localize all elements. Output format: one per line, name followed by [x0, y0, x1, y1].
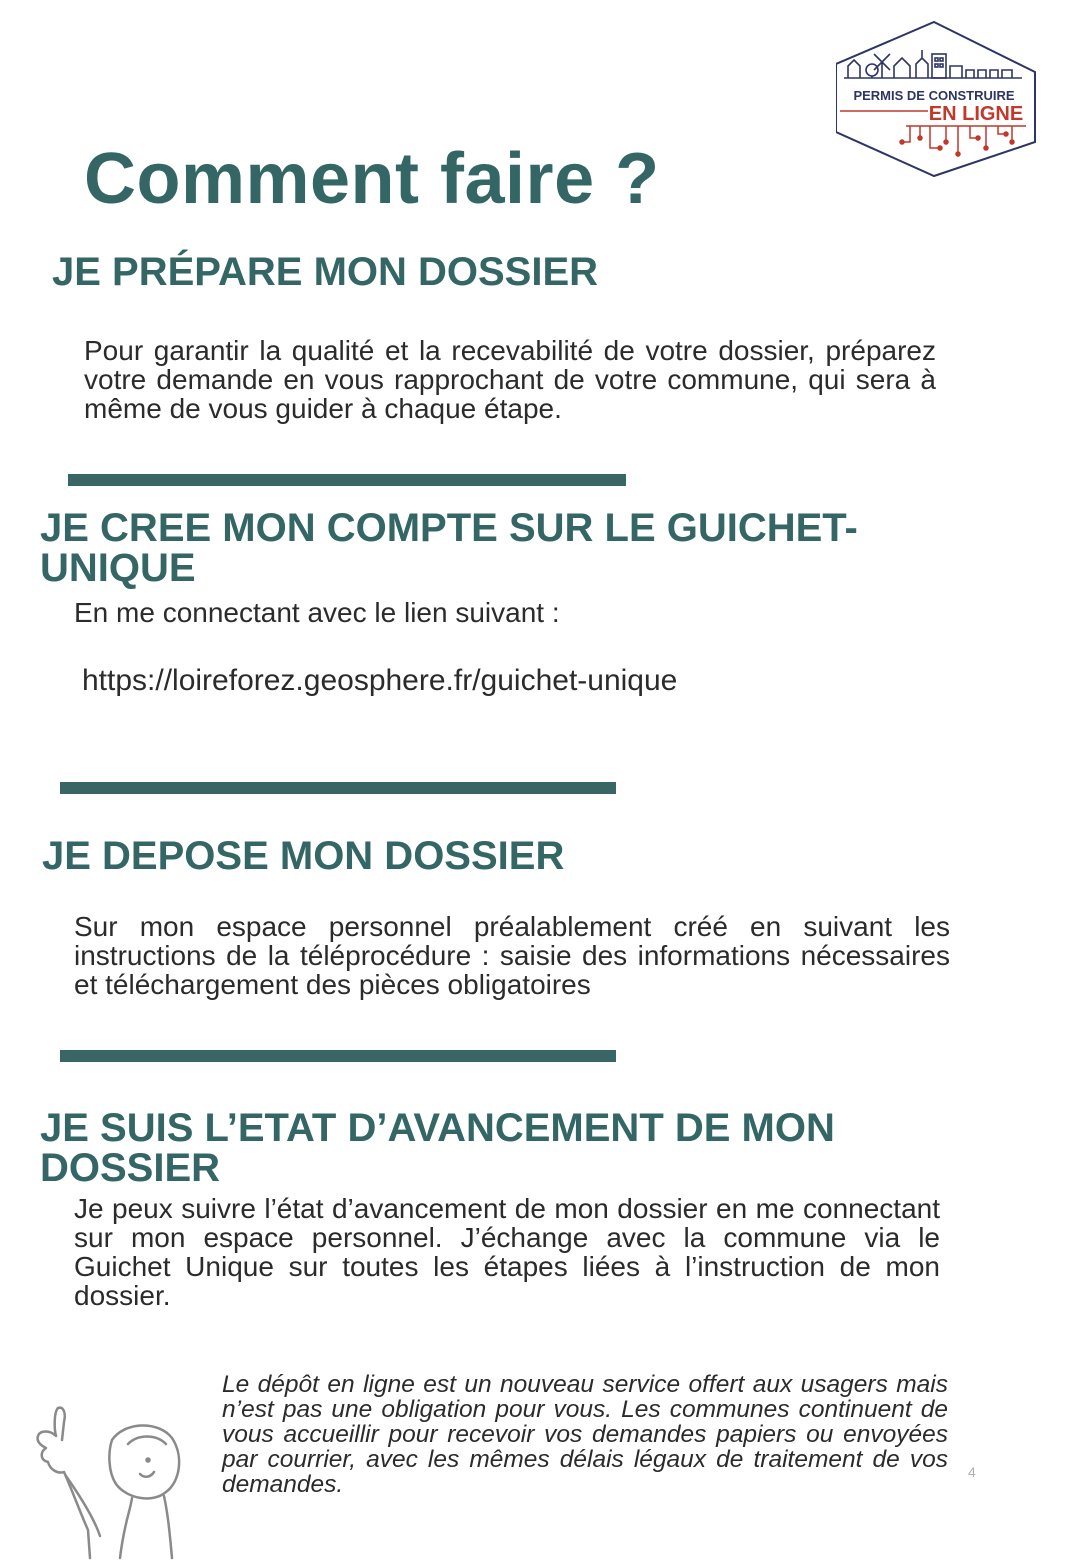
section-heading-deposit: JE DEPOSE MON DOSSIER	[42, 834, 565, 878]
heading-line: JE SUIS L’ETAT D’AVANCEMENT DE MON	[40, 1106, 835, 1150]
divider	[60, 1050, 616, 1062]
section-text-tracking: Je peux suivre l’état d’avancement de mon dossier en me connectant sur mon espace personnel. J’échange avec la commune via le Guichet Unique sur toutes les étapes liées à l’instruction de mon dossier.	[74, 1193, 940, 1311]
section-text-account: En me connectant avec le lien suivant :	[74, 597, 560, 628]
section-text-deposit: Sur mon espace personnel préalablement créé en suivant les instructions de la téléprocédure : saisie des informations nécessaires et téléchargement des pièces obligatoires	[74, 911, 950, 1000]
permis-logo	[836, 20, 1040, 178]
section-heading-prepare: JE PRÉPARE MON DOSSIER	[52, 250, 599, 294]
page-title: Comment faire ?	[84, 139, 660, 219]
pointing-person-icon	[28, 1400, 198, 1560]
divider	[68, 474, 626, 486]
logo-line2: EN LIGNE	[928, 103, 1024, 125]
heading-line: DOSSIER	[40, 1146, 221, 1190]
heading-line: JE CREE MON COMPTE SUR LE GUICHET-	[40, 506, 858, 550]
section-text-prepare: Pour garantir la qualité et la recevabilité de votre dossier, préparez votre demande en vous rapprochant de votre commune, qui sera à même de vous guider à chaque étape.	[84, 335, 936, 424]
heading-line: UNIQUE	[40, 546, 196, 590]
permis-logo-graphic	[836, 20, 1040, 178]
info-note: Le dépôt en ligne est un nouveau service offert aux usagers mais n’est pas une obligation pour vous. Les communes continuent de vous accueillir pour recevoir vos demandes papiers ou envoyées par courrier, avec les mêmes délais légaux de traitement de vos demandes.	[222, 1371, 948, 1498]
section-heading-account	[40, 508, 858, 588]
guichet-link[interactable]: https://loireforez.geosphere.fr/guichet-unique	[82, 664, 678, 697]
section-heading-tracking	[40, 1108, 835, 1188]
logo-line1: PERMIS DE CONSTRUIRE	[853, 88, 1015, 103]
divider	[60, 782, 616, 794]
page-number: 4	[968, 1464, 976, 1480]
